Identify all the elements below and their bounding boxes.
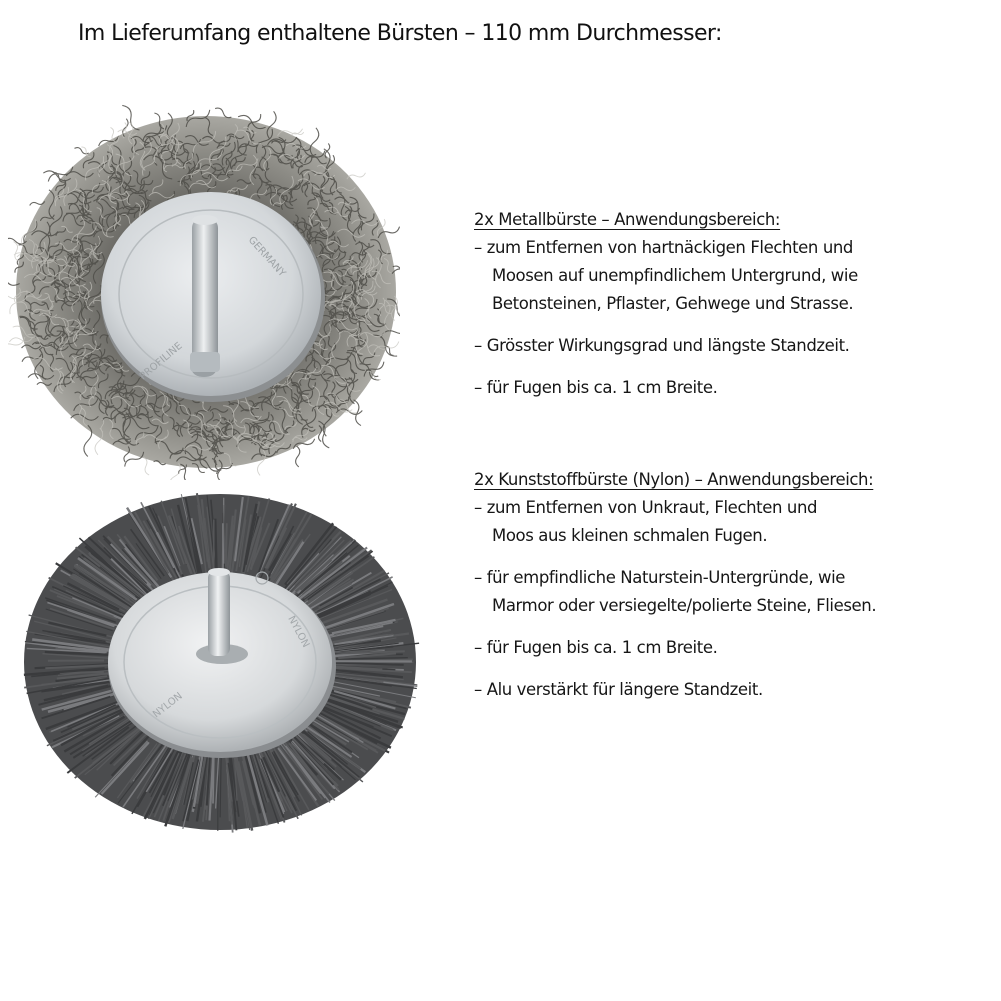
- nylon-brush-heading: 2x Kunststoffbürste (Nylon) – Anwendungsbereich:: [474, 470, 874, 489]
- svg-text:PROFILINE: PROFILINE: [137, 340, 185, 383]
- svg-text:NYLON: NYLON: [285, 614, 312, 650]
- metal-item-3: [474, 374, 858, 402]
- svg-text:NYLON: NYLON: [151, 690, 185, 721]
- metal-item-2: [474, 332, 858, 360]
- metal-item-1-line-3: Betonsteinen, Pflaster, Gehwege und Strasse.: [492, 294, 854, 313]
- nylon-item-3: [474, 634, 876, 662]
- nylon-item-2-line-1: – für empfindliche Naturstein-Untergründe, wie: [474, 568, 846, 587]
- metal-wire-brush-image: [8, 80, 400, 480]
- nylon-item-1-line-1: – zum Entfernen von Unkraut, Flechten und: [474, 498, 818, 517]
- metal-item-1-line-2: Moosen auf unempfindlichem Untergrund, wie: [492, 266, 858, 285]
- page-title: Im Lieferumfang enthaltene Bürsten – 110 mm Durchmesser:: [78, 21, 722, 46]
- metal-brush-description: [474, 206, 858, 402]
- nylon-item-1-line-2: Moos aus kleinen schmalen Fugen.: [492, 526, 768, 545]
- metal-item-1-line-1: – zum Entfernen von hartnäckigen Flechten und: [474, 238, 854, 257]
- nylon-brush-image: [6, 478, 434, 846]
- nylon-item-4-line-1: – Alu verstärkt für längere Standzeit.: [474, 680, 763, 699]
- nylon-item-2-line-2: Marmor oder versiegelte/polierte Steine, Fliesen.: [492, 596, 877, 615]
- nylon-item-1: [474, 494, 876, 550]
- metal-item-1: [474, 234, 858, 318]
- nylon-brush-description: [474, 466, 876, 704]
- svg-text:GERMANY: GERMANY: [245, 234, 288, 280]
- nylon-item-4: [474, 676, 876, 704]
- metal-item-2-line-1: – Grösster Wirkungsgrad und längste Standzeit.: [474, 336, 850, 355]
- metal-item-3-line-1: – für Fugen bis ca. 1 cm Breite.: [474, 378, 718, 397]
- nylon-item-3-line-1: – für Fugen bis ca. 1 cm Breite.: [474, 638, 718, 657]
- nylon-item-2: [474, 564, 876, 620]
- metal-brush-heading: 2x Metallbürste – Anwendungsbereich:: [474, 210, 781, 229]
